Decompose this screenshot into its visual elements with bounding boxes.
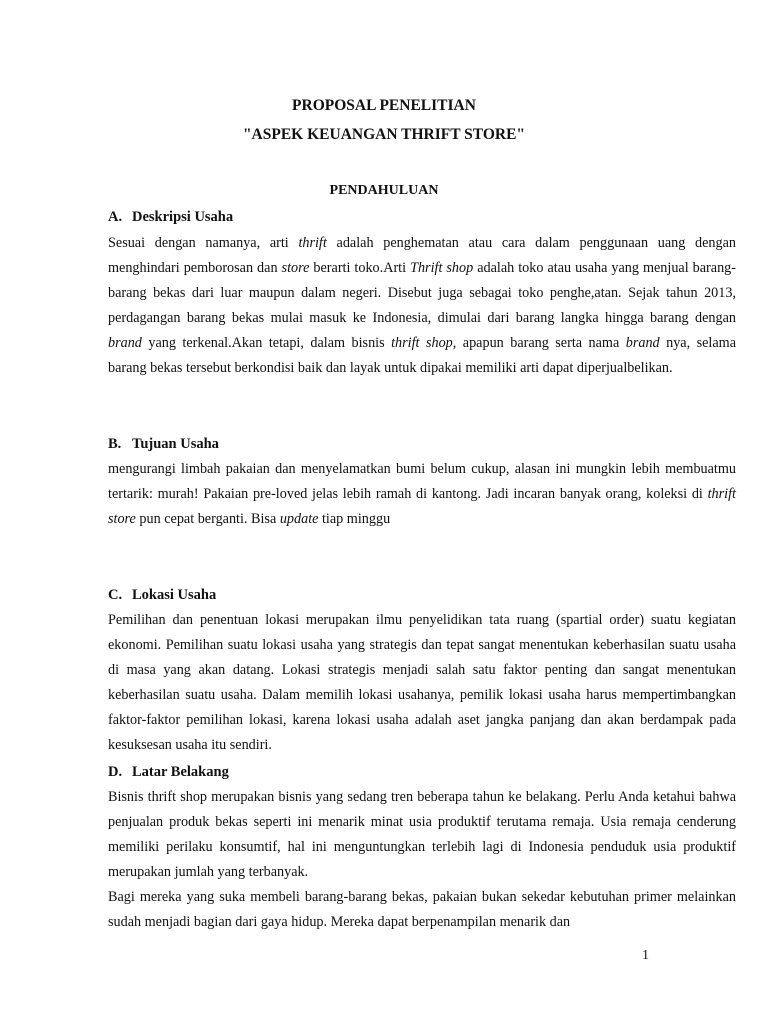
section-title: Lokasi Usaha [132,587,217,603]
document-subtitle: "ASPEK KEUANGAN THRIFT STORE" [242,126,526,143]
paragraph-latar-belakang-2: Bagi mereka yang suka membeli barang-barang bekas, pakaian bukan sekedar kebutuhan primer melainkan sudah menjadi bagian dari gaya hidup. Mereka dapat berpenampilan menarik dan [108,889,736,930]
paragraph-latar-belakang-1: Bisnis thrift shop merupakan bisnis yang sedang tren beberapa tahun ke belakang. Perlu Anda ketahui bahwa penjualan produk bekas seperti ini menarik minat usia produktif terutama remaja. Usia remaja cenderung memiliki perilaku konsumtif, hal ini menguntungkan terlebih lagi di Indonesia penduduk usia produktif merupakan jumlah yang terbanyak. [108,789,736,880]
section-title: Tujuan Usaha [132,436,219,452]
paragraph-deskripsi-usaha: Sesuai dengan namanya, arti thrift adalah penghematan atau cara dalam penggunaan uang dengan menghindari pemborosan dan store berarti toko.Arti Thrift shop adalah toko atau usaha yang menjual barang-barang bekas dari luar maupun dalam negeri. Disebut juga sebagai toko penghe,atan. Sejak tahun 2013, perdagangan barang bekas mulai masuk ke Indonesia, dimulai dari barang langka hingga barang dengan brand yang terkenal.Akan tetapi, dalam bisnis thrift shop, apapun barang serta nama brand nya, selama barang bekas tersebut berkondisi baik dan layak untuk dipakai memiliki arti dapat diperjualbelikan. [108,235,736,376]
paragraph-lokasi-usaha: Pemilihan dan penentuan lokasi merupakan ilmu penyelidikan tata ruang (spartial order) suatu kegiatan ekonomi. Pemilihan suatu lokasi usaha yang strategis dan tepat sangat menentukan keberhasilan suatu usaha di masa yang akan datang. Lokasi strategis menjadi salah satu faktor penting dan sangat menentukan keberhasilan suatu usaha. Dalam memilih lokasi usahanya, pemilik lokasi usaha harus mempertimbangkan faktor-faktor pemilihan lokasi, karena lokasi usaha adalah aset jangka panjang dan akan berdampak pada kesuksesan usaha itu sendiri. [108,612,736,753]
section-title: Latar Belakang [132,764,229,780]
section-title: Deskripsi Usaha [132,209,234,225]
paragraph-tujuan-usaha: mengurangi limbah pakaian dan menyelamatkan bumi belum cukup, alasan ini mungkin lebih membuatmu tertarik: murah! Pakaian pre-loved jelas lebih ramah di kantong. Jadi incaran banyak orang, koleksi di thrift store pun cepat berganti. Bisa update tiap minggu [108,461,736,527]
section-letter: B. [108,436,122,452]
section-letter: D. [108,764,123,780]
page-number: 1 [642,948,649,963]
section-heading-b [108,436,219,453]
section-letter: C. [108,587,123,603]
chapter-heading: PENDAHULUAN [329,183,439,198]
section-heading-c [108,587,216,604]
section-heading-a [108,209,233,226]
document-title: PROPOSAL PENELITIAN [292,97,476,114]
section-letter: A. [108,209,123,225]
section-heading-d [108,764,229,781]
